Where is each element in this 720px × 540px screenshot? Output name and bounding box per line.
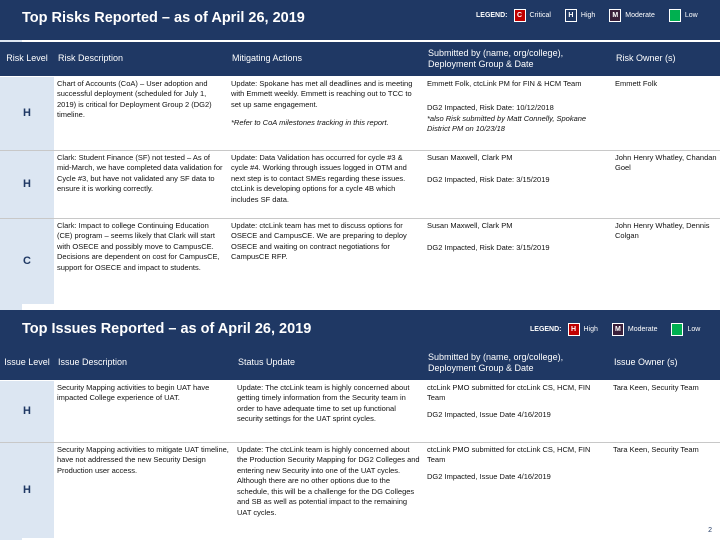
table-row xyxy=(0,76,720,150)
submitted-name: Susan Maxwell, Clark PM xyxy=(427,220,513,230)
submitted-name: ctcLink PMO submitted for ctcLink CS, HCM, FIN Team xyxy=(427,382,591,402)
header-submitted-by: Submitted by (name, org/college), Deployment Group & Date xyxy=(424,346,610,380)
issue-description: Security Mapping activities to begin UAT have impacted College experience of UAT. xyxy=(54,380,234,442)
risk-description: Chart of Accounts (CoA) – User adoption and successful deployment (scheduled for July 1, 2019) is critical for Deployment Group 2 (DG2) timeline. xyxy=(54,76,228,150)
issue-description: Security Mapping activities to mitigate UAT timeline, have not addressed the new Security Design Production user access. xyxy=(54,442,234,538)
issues-table-header xyxy=(0,346,720,380)
issues-title: Top Issues Reported – as of April 26, 2019 xyxy=(22,321,312,337)
risks-table-header xyxy=(0,42,720,76)
submitted-extra: *also Risk submitted by Matt Connelly, Spokane District PM on 10/23/18 xyxy=(427,113,587,133)
risk-level-badge: H xyxy=(0,150,54,218)
table-row xyxy=(0,442,720,538)
legend-high-text: High xyxy=(583,326,598,333)
submitted-by xyxy=(424,150,612,218)
submitted-by xyxy=(424,380,610,442)
header-mitigating-actions: Mitigating Actions xyxy=(228,42,424,76)
submitted-by xyxy=(424,76,612,150)
issue-level-badge: H xyxy=(0,380,54,442)
issues-header-bar xyxy=(0,310,720,346)
table-row xyxy=(0,218,720,304)
submitted-name: ctcLink PMO submitted for ctcLink CS, HCM, FIN Team xyxy=(427,444,591,464)
issue-owner: Tara Keen, Security Team xyxy=(610,380,720,442)
legend-low-text: Low xyxy=(684,12,698,19)
risk-level-badge: H xyxy=(0,76,54,150)
issues-table xyxy=(0,346,720,538)
legend-label: LEGEND: xyxy=(530,326,562,333)
mitigating-action: Update: Data Validation has occurred for cycle #3 & cycle #4. Working through issues logged in OTM and next step is to contact SMEs regarding these issues. ctcLink is developing options for a cycle 4B which includes SF data. xyxy=(228,150,424,218)
mitigating-note: *Refer to CoA milestones tracking in this report. xyxy=(231,118,389,127)
legend-critical-text: Critical xyxy=(529,12,551,19)
submitted-date: DG2 Impacted, Risk Date: 3/15/2019 xyxy=(427,175,550,184)
status-update: Update: The ctcLink team is highly concerned about getting timely information from the Security team in order to have adequate time to set up functional security settings for the UAT sprint cycles. xyxy=(234,380,424,442)
submitted-name: Emmett Folk, ctcLink PM for FIN & HCM Team xyxy=(427,78,582,88)
submitted-date: DG2 Impacted, Risk Date: 10/12/2018 xyxy=(427,103,554,112)
mitigating-action xyxy=(228,76,424,150)
table-row xyxy=(0,150,720,218)
header-status-update: Status Update xyxy=(234,346,424,380)
legend-high-text: High xyxy=(580,12,596,19)
legend-low-swatch xyxy=(669,9,681,22)
submitted-date: DG2 Impacted, Issue Date 4/16/2019 xyxy=(427,471,551,481)
risks-header-bar xyxy=(0,0,720,40)
legend-critical-swatch: C xyxy=(514,9,526,22)
legend-label: LEGEND: xyxy=(476,12,508,19)
table-row xyxy=(0,380,720,442)
header-issue-description: Issue Description xyxy=(54,346,234,380)
risks-title: Top Risks Reported – as of April 26, 2019 xyxy=(22,10,305,26)
legend-moderate-swatch: M xyxy=(612,323,624,336)
risk-description: Clark: Student Finance (SF) not tested – As of mid-March, we have completed data validation for Cycle #3, but have not validated any SF data to ensure it is working correctly. xyxy=(54,150,228,218)
header-submitted-by: Submitted by (name, org/college), Deployment Group & Date xyxy=(424,42,612,76)
header-risk-description: Risk Description xyxy=(54,42,228,76)
submitted-name: Susan Maxwell, Clark PM xyxy=(427,152,513,162)
legend-low-swatch xyxy=(671,323,683,336)
legend-high-swatch: H xyxy=(568,323,580,336)
mitigating-action: Update: ctcLink team has met to discuss options for OSECE and CampusCE. We are preparing to deploy OSECE and waiting on contract negotiations for CampusCE RFP. xyxy=(228,218,424,304)
legend-moderate-text: Moderate xyxy=(625,12,655,19)
submitted-by xyxy=(424,218,612,304)
header-issue-level: Issue Level xyxy=(0,346,54,380)
legend-moderate-text: Moderate xyxy=(627,326,658,333)
legend-low-text: Low xyxy=(687,326,701,333)
status-update: Update: The ctcLink team is highly concerned about the Production Security Mapping for DG2 Colleges and entering new Security into one of the UAT cycles. Although there are no other options due to the schedule, this will be a challenge for the DG Colleges and SB as well as potential impact to the remaining UAT cycles. xyxy=(234,442,424,538)
submitted-date: DG2 Impacted, Issue Date 4/16/2019 xyxy=(427,409,551,419)
header-risk-level: Risk Level xyxy=(0,42,54,76)
risk-owner: John Henry Whatley, Dennis Colgan xyxy=(612,218,720,304)
issues-legend xyxy=(530,323,714,336)
header-issue-owner: Issue Owner (s) xyxy=(610,346,720,380)
issue-level-badge: H xyxy=(0,442,54,538)
page-number: 2 xyxy=(708,527,712,534)
legend-moderate-swatch: M xyxy=(609,9,621,22)
risk-owner: Emmett Folk xyxy=(612,76,720,150)
risks-legend xyxy=(476,9,712,22)
issue-owner: Tara Keen, Security Team xyxy=(610,442,720,538)
risk-description: Clark: Impact to college Continuing Education (CE) program – seems likely that Clark will start with OSECE and possibly move to CampusCE. Decisions are dependent on cost for CampusCE, support for OSECE and impact to students. xyxy=(54,218,228,304)
risk-level-badge: C xyxy=(0,218,54,304)
mitigating-text: Update: Spokane has met all deadlines and is meeting with Emmett weekly. Emmett is reaching out to TCC to set up same engagement. xyxy=(231,78,413,109)
submitted-date: DG2 Impacted, Risk Date: 3/15/2019 xyxy=(427,243,550,252)
legend-high-swatch: H xyxy=(565,9,577,22)
risk-owner: John Henry Whatley, Chandan Goel xyxy=(612,150,720,218)
risks-table xyxy=(0,42,720,304)
header-risk-owner: Risk Owner (s) xyxy=(612,42,720,76)
submitted-by xyxy=(424,442,610,538)
